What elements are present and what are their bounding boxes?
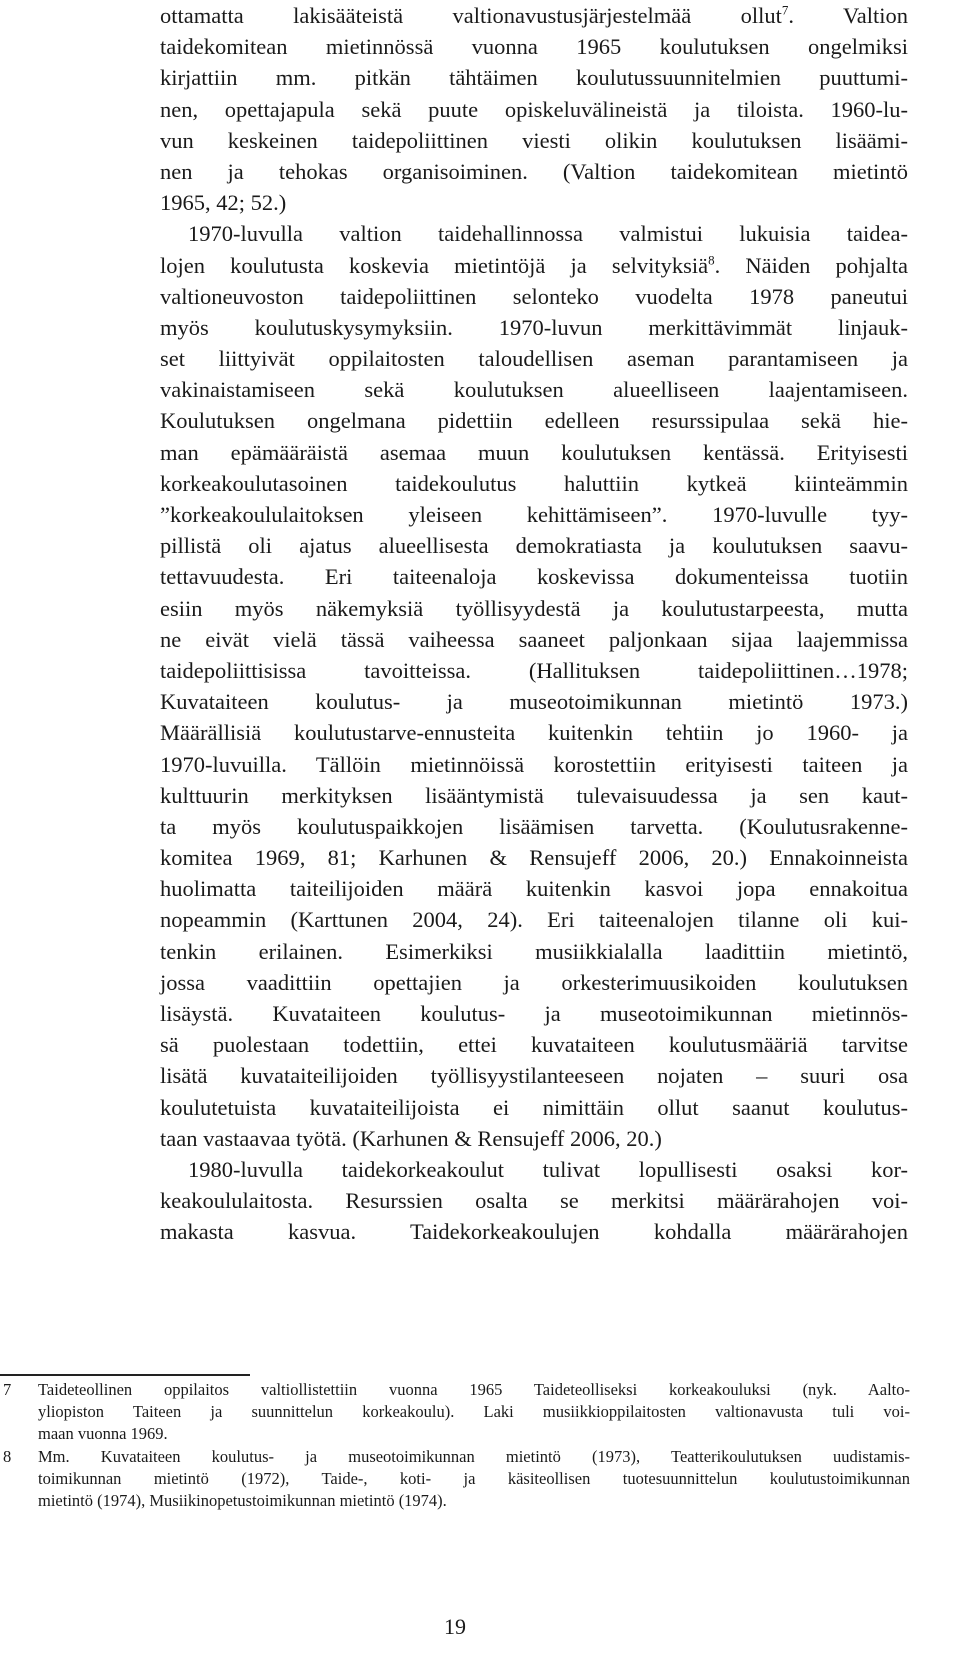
body-line [160, 156, 908, 187]
body-line-text: myös koulutuskysymyksiin. 1970-luvun merkittävimmät linjauk- [160, 314, 908, 340]
footnote-line: yliopiston Taiteen ja suunnittelun korkeakoulu). Laki musiikkioppilaitosten valtionavusta tuli voi- [38, 1402, 910, 1422]
body-line [160, 125, 908, 156]
body-line-text: ne eivät vielä tässä vaiheessa saaneet paljonkaan sijaa laajemmissa [160, 626, 908, 652]
footnote-line: maan vuonna 1969. [38, 1424, 168, 1444]
body-line-text: nopeammin (Karttunen 2004, 24). Eri taiteenalojen tilanne oli kui- [160, 907, 908, 933]
body-line-text: makasta kasvua. Taidekorkeakoulujen kohdalla määrärahojen [160, 1219, 908, 1245]
body-line [160, 749, 908, 780]
body-line [160, 1154, 908, 1185]
body-line-text: man epämääräistä asemaa muun koulutuksen kentässä. Erityisesti [160, 439, 908, 465]
body-line-text: taan vastaavaa työtä. (Karhunen & Rensujeff 2006, 20.) [160, 1125, 662, 1151]
body-line-text: tettavuudesta. Eri taiteenaloja koskevissa dokumenteissa tuotiin [160, 564, 908, 590]
footnote-number: 8 [3, 1446, 12, 1466]
body-line-text: . Valtion [788, 3, 908, 28]
body-line [160, 904, 908, 935]
body-line-text: Koulutuksen ongelmana pidettiin edelleen resurssipulaa sekä hie- [160, 408, 908, 434]
body-line [160, 468, 908, 499]
body-line [160, 437, 908, 468]
body-line [160, 1185, 908, 1216]
footnote [0, 1379, 910, 1446]
body-line-text: valtioneuvoston taidepoliittinen selonteko vuodelta 1978 paneutui [160, 283, 908, 309]
body-line-text: taidepoliittisissa tavoitteissa. (Hallituksen taidepoliittinen…1978; [160, 657, 908, 683]
body-line-text: tenkin erilainen. Esimerkiksi musiikkialalla laadittiin mietintö, [160, 938, 908, 964]
body-line [160, 686, 908, 717]
body-line [160, 1123, 908, 1154]
body-line-text: 1965, 42; 52.) [160, 190, 287, 216]
body-line-text: 1970-luvuilla. Tällöin mietinnöissä korostettiin erityisesti taiteen ja [160, 751, 908, 777]
body-line [160, 0, 908, 31]
footnote-reference: 7 [781, 2, 789, 18]
body-line-text: lojen koulutusta koskevia mietintöjä ja selvityksiä [160, 252, 709, 278]
body-line-text: korkeakoulutasoinen taidekoulutus haluttiin kytkeä kiinteämmin [160, 470, 908, 496]
body-line [160, 218, 908, 249]
body-line-text: nen ja tehokas organisoiminen. (Valtion taidekomitean mietintö [160, 158, 908, 184]
body-line [160, 780, 908, 811]
footnote-line: Taideteollinen oppilaitos valtiollistettiin vuonna 1965 Taideteolliseksi korkeakouluksi (nyk. Aalto- [38, 1380, 910, 1399]
body-line [160, 936, 908, 967]
body-line-text: Kuvataiteen koulutus- ja museotoimikunnan mietintö 1973.) [160, 689, 908, 715]
body-line [160, 1216, 908, 1247]
footnote-reference: 8 [708, 252, 715, 267]
body-line [160, 811, 908, 842]
footnote-separator [0, 1374, 250, 1376]
body-line-text: huolimatta taiteilijoiden määrä kuitenkin kasvoi jopa ennakoitua [160, 876, 908, 902]
body-line-text: komitea 1969, 81; Karhunen & Rensujeff 2006, 20.) Ennakoinneista [160, 845, 908, 871]
footnote-line: toimikunnan mietintö (1972), Taide-, koti- ja käsiteollisen tuotesuunnittelun koulutustoimikunnan [38, 1468, 910, 1488]
body-line [160, 998, 908, 1029]
body-line [160, 655, 908, 686]
body-line-text: jossa vaadittiin opettajien ja orkesterimuusikoiden koulutuksen [160, 969, 908, 995]
body-line-text: 1970-luvulla valtion taidehallinnossa valmistui lukuisia taidea- [188, 221, 908, 247]
body-line [160, 593, 908, 624]
body-line [160, 250, 908, 281]
body-line-text: Määrällisiä koulutustarve-ennusteita kuitenkin tehtiin jo 1960- ja [160, 720, 908, 746]
body-line [160, 530, 908, 561]
body-line [160, 62, 908, 93]
body-line-text: ta myös koulutuspaikkojen lisäämisen tarvetta. (Koulutusrakenne- [160, 813, 908, 839]
body-line [160, 343, 908, 374]
body-line-text: vun keskeinen taidepoliittinen viesti olikin koulutuksen lisäämi- [160, 127, 908, 153]
body-line [160, 187, 908, 218]
footnotes [0, 1379, 910, 1512]
footnote [0, 1446, 910, 1513]
body-line-text: . Näiden pohjalta [714, 252, 908, 278]
body-text [160, 0, 908, 1248]
body-line [160, 31, 908, 62]
body-line [160, 1060, 908, 1091]
body-line [160, 967, 908, 998]
footnote-number: 7 [3, 1380, 12, 1399]
body-line-text: pillistä oli ajatus alueellisesta demokratiasta ja koulutuksen saavu- [160, 533, 908, 559]
body-line [160, 717, 908, 748]
body-line [160, 94, 908, 125]
footnote-line: Mm. Kuvataiteen koulutus- ja museotoimikunnan mietintö (1973), Teatterikoulutuksen uudistamis- [38, 1446, 910, 1466]
body-line-text: set liittyivät oppilaitosten taloudellisen aseman parantamiseen ja [160, 346, 908, 372]
body-line-text: 1980-luvulla taidekorkeakoulut tulivat lopullisesti osaksi kor- [188, 1156, 908, 1182]
body-line-text: vakinaistamiseen sekä koulutuksen alueelliseen laajentamiseen. [160, 377, 908, 403]
body-line-text: kulttuurin merkityksen lisääntymistä tulevaisuudessa ja sen kaut- [160, 782, 908, 808]
body-line [160, 281, 908, 312]
body-line-text: lisäystä. Kuvataiteen koulutus- ja museotoimikunnan mietinnös- [160, 1001, 908, 1026]
body-line [160, 842, 908, 873]
body-line [160, 1029, 908, 1060]
body-line-text: sä puolestaan todettiin, ettei kuvataiteen koulutusmääriä tarvitse [160, 1032, 908, 1058]
body-line-text: koulutetuista kuvataiteilijoista ei nimittäin ollut saanut koulutus- [160, 1094, 908, 1120]
body-line-text: kirjattiin mm. pitkän tähtäimen koulutussuunnitelmien puuttumi- [160, 65, 908, 91]
body-line [160, 405, 908, 436]
body-line-text: keakoululaitosta. Resurssien osalta se merkitsi määrärahojen voi- [160, 1188, 908, 1214]
page-number: 19 [444, 1614, 466, 1639]
body-line-text: ”korkeakoululaitoksen yleiseen kehittämiseen”. 1970-luvulle tyy- [160, 502, 908, 527]
body-line [160, 1092, 908, 1123]
body-line-text: taidekomitean mietinnössä vuonna 1965 koulutuksen ongelmiksi [160, 34, 908, 60]
body-line [160, 873, 908, 904]
body-line-text: lisätä kuvataiteilijoiden työllisyystilanteeseen nojaten – suuri osa [160, 1063, 908, 1089]
body-line [160, 561, 908, 592]
body-line [160, 624, 908, 655]
body-line [160, 499, 908, 530]
footnote-line: mietintö (1974), Musiikinopetustoimikunnan mietintö (1974). [38, 1491, 447, 1511]
body-line-text: esiin myös näkemyksiä työllisyydestä ja koulutustarpeesta, mutta [160, 595, 908, 621]
body-line [160, 374, 908, 405]
body-line-text: ottamatta lakisääteistä valtionavustusjärjestelmää ollut [160, 3, 782, 28]
body-line [160, 312, 908, 343]
body-line-text: nen, opettajapula sekä puute opiskeluvälineistä ja tiloista. 1960-lu- [160, 96, 908, 122]
